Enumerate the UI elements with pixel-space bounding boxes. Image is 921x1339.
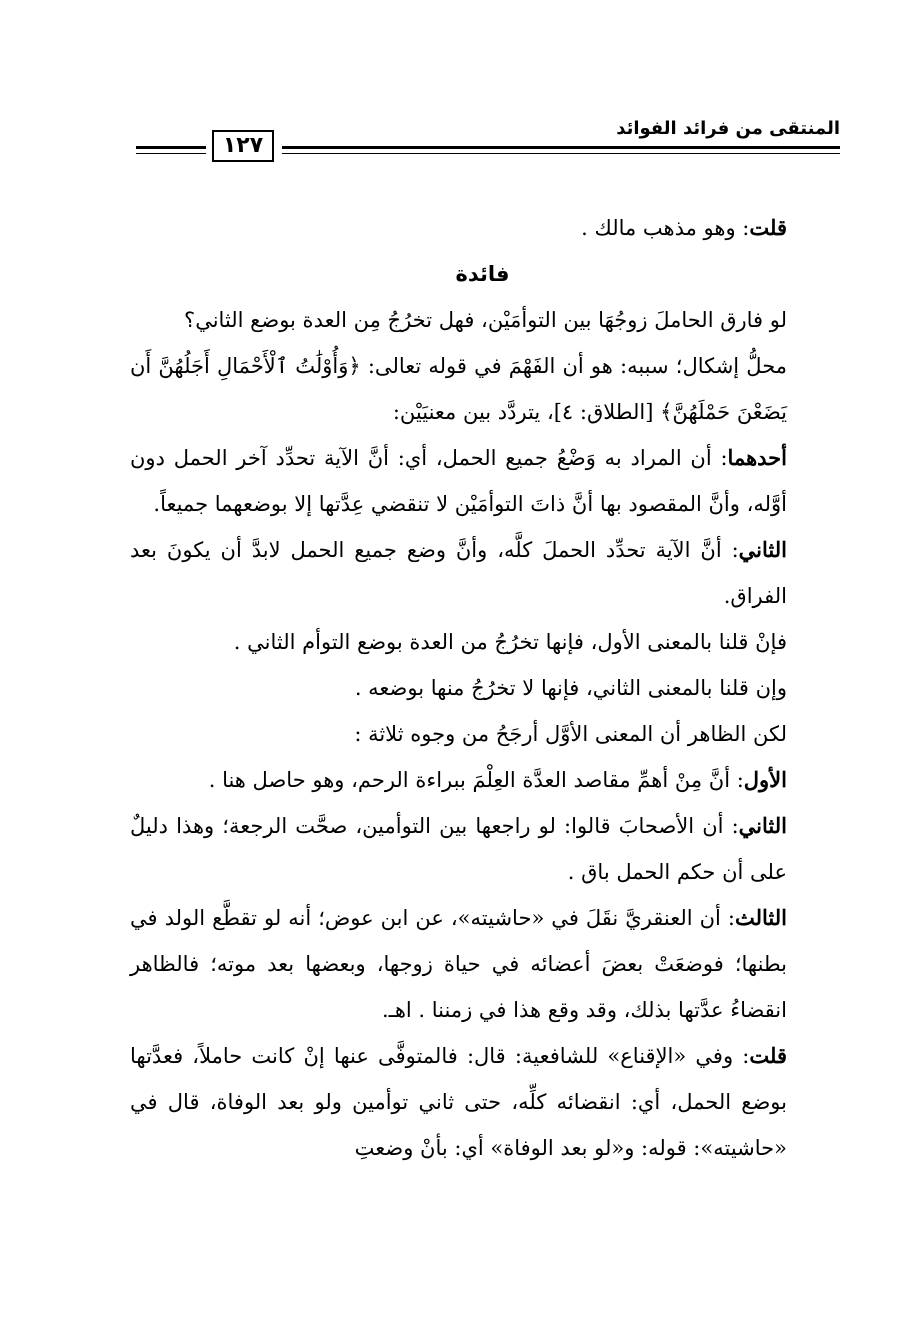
paragraph-4: محلُّ إشكال؛ سببه: هو أن الفَهْمَ في قوله تعالى: ﴿وَأُوْلَٰتُ ٱلْأَحْمَالِ أَجَلُهُنَّ أَن يَضَعْنَ حَمْلَهُنَّ﴾ [الطلاق: ٤]، يتردَّد بين معنيَيْن: (130, 354, 787, 424)
paragraph-12 (130, 895, 835, 1033)
header-rule-right (282, 146, 840, 149)
paragraph-11 (130, 803, 835, 895)
paragraph-text: : وهو مذهب مالك . (581, 216, 750, 240)
lead-word: الأول (743, 767, 787, 792)
lead-word: أحدهما (727, 445, 787, 470)
lead-word: الثالث (735, 905, 787, 930)
header-rule-right-thin (282, 153, 840, 154)
running-title: المنتقى من فرائد الفوائد (616, 118, 840, 139)
paragraph-5 (130, 435, 835, 527)
paragraph-9: لكن الظاهر أن المعنى الأوَّل أرجَحُ من وجوه ثلاثة : (354, 722, 787, 746)
paragraph-6 (130, 527, 835, 619)
paragraph-text: : أنَّ الآية تحدِّد الحملَ كلَّه، وأنَّ وضع جميع الحمل لابدَّ أن يكونَ بعد الفراق. (130, 538, 787, 608)
paragraph-text: : أن المراد به وَضْعُ جميع الحمل، أي: أنَّ الآية تحدِّد آخر الحمل دون أوَّله، وأنَّ المقصود بها أنَّ ذاتَ التوأمَيْن لا تنقضي عِدَّتها إلا بوضعهما جميعاً. (130, 446, 787, 516)
paragraph-text: : وفي «الإقناع» للشافعية: قال: فالمتوفَّى عنها إنْ كانت حاملاً، فعدَّتها بوضع الحمل، أي: انقضائه كلِّه، حتى ثاني توأمين ولو بعد الوفاة، قال في «حاشيته»: قوله: و«لو بعد الوفاة» أي: بأنْ وضعتِ (130, 1044, 787, 1160)
paragraph-text: : أن العنقريَّ نقَلَ في «حاشيته»، عن ابن عوض؛ أنه لو تقطَّع الولد في بطنها؛ فوضعَتْ بعضَ أعضائه في حياة زوجها، وبعضها بعد موته؛ فالظاهر انقضاءُ عدَّتها بذلك، وقد وقع هذا في زمننا . اهـ. (130, 906, 787, 1022)
paragraph-13 (130, 1033, 835, 1171)
lead-word: قلت (749, 215, 787, 240)
page-number: ١٢٧ (212, 130, 274, 162)
paragraph-text: : أن الأصحابَ قالوا: لو راجعها بين التوأمين، صحَّت الرجعة؛ وهذا دليلٌ على أن حكم الحمل باق . (130, 814, 787, 884)
header-rule-left (136, 146, 206, 149)
paragraph-3: لو فارق الحاملَ زوجُهَا بين التوأمَيْن، فهل تخرُجُ مِن العدة بوضع الثاني؟ (184, 308, 787, 332)
page-body (130, 205, 835, 1171)
lead-word: قلت (749, 1043, 787, 1068)
section-heading: فائدة (455, 262, 510, 286)
lead-word: الثاني (738, 813, 787, 838)
paragraph-7: فإنْ قلنا بالمعنى الأول، فإنها تخرُجُ من العدة بوضع التوأم الثاني . (233, 630, 787, 654)
header-rule-left-thin (136, 153, 206, 154)
paragraph-8: وإن قلنا بالمعنى الثاني، فإنها لا تخرُجُ منها بوضعه . (354, 676, 787, 700)
paragraph-text: : أنَّ مِنْ أهمِّ مقاصد العدَّة العِلْمَ ببراءة الرحم، وهو حاصل هنا . (208, 768, 744, 792)
lead-word: الثاني (738, 537, 787, 562)
page-header (130, 118, 840, 168)
paragraph-10 (130, 757, 835, 803)
paragraph-1 (130, 205, 835, 251)
